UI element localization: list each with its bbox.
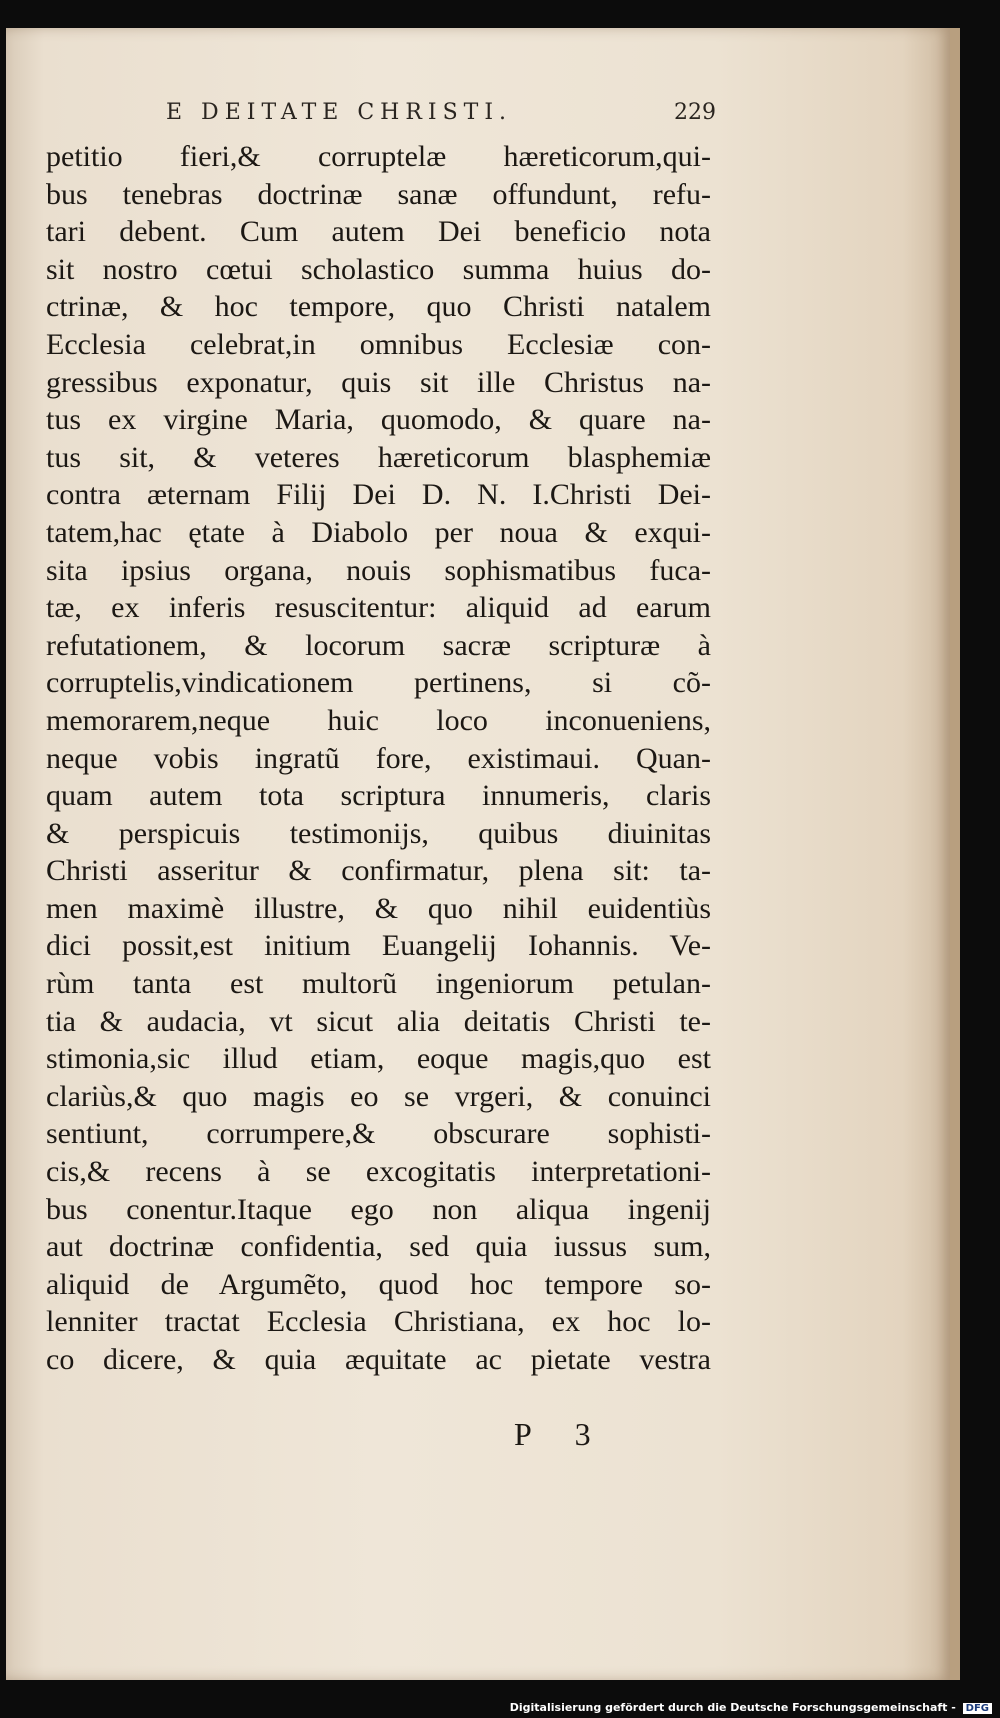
dfg-logo: DFG bbox=[963, 1703, 992, 1714]
text-line: tus sit, & veteres hæreticorum blasphemiæ bbox=[46, 440, 711, 474]
text-line: sit nostro cœtui scholastico summa huius do- bbox=[46, 252, 711, 286]
text-line: quam autem tota scriptura innumeris, claris bbox=[46, 779, 711, 813]
text-line: clariùs,& quo magis eo se vrgeri, & conuinci bbox=[46, 1079, 711, 1113]
text-line: tus ex virgine Maria, quomodo, & quare na- bbox=[46, 403, 711, 437]
text-line: tari debent. Cum autem Dei beneficio nota bbox=[46, 215, 711, 249]
text-line: sita ipsius organa, nouis sophismatibus fuca- bbox=[46, 553, 711, 587]
text-line: aliquid de Argumẽto, quod hoc tempore so- bbox=[46, 1267, 711, 1301]
text-line: Ecclesia celebrat,in omnibus Ecclesiæ con- bbox=[46, 327, 711, 361]
text-line: petitio fieri,& corruptelæ hæreticorum,qui- bbox=[46, 140, 711, 173]
credit-text: Digitalisierung gefördert durch die Deutsche Forschungsgemeinschaft - bbox=[509, 1701, 956, 1714]
text-line: bus conentur.Itaque ego non aliqua ingenij bbox=[46, 1192, 711, 1226]
text-line: neque vobis ingratũ fore, existimaui. Quan- bbox=[46, 741, 711, 775]
text-line: stimonia,sic illud etiam, eoque magis,quo est bbox=[46, 1042, 711, 1076]
text-line: tia & audacia, vt sicut alia deitatis Christi te- bbox=[46, 1004, 711, 1038]
text-line: refutationem, & locorum sacræ scripturæ à bbox=[46, 628, 711, 662]
text-line: lenniter tractat Ecclesia Christiana, ex hoc lo- bbox=[46, 1305, 711, 1339]
text-line: Christi asseritur & confirmatur, plena sit: ta- bbox=[46, 854, 711, 888]
text-line: men maximè illustre, & quo nihil euidentiùs bbox=[46, 891, 711, 925]
text-line: rùm tanta est multorũ ingeniorum petulan- bbox=[46, 967, 711, 1001]
text-line: ctrinæ, & hoc tempore, quo Christi natalem bbox=[46, 290, 711, 324]
body-text bbox=[46, 138, 711, 1379]
book-page bbox=[6, 28, 960, 1680]
running-title: E DEITATE CHRISTI. bbox=[166, 100, 513, 125]
text-line: memorarem,neque huic loco inconueniens, bbox=[46, 703, 711, 737]
page-number: 229 bbox=[674, 100, 716, 125]
digitization-credit bbox=[510, 1701, 992, 1714]
text-line: & perspicuis testimonijs, quibus diuinitas bbox=[46, 816, 711, 850]
text-line: sentiunt, corrumpere,& obscurare sophisti- bbox=[46, 1117, 711, 1151]
text-line: tæ, ex inferis resuscitentur: aliquid ad earum bbox=[46, 591, 711, 625]
text-line: dici possit,est initium Euangelij Iohannis. Ve- bbox=[46, 929, 711, 963]
text-line: gressibus exponatur, quis sit ille Christus na- bbox=[46, 365, 711, 399]
text-line: co dicere, & quia æquitate ac pietate vestra bbox=[46, 1343, 711, 1376]
text-line: cis,& recens à se excogitatis interpretationi- bbox=[46, 1155, 711, 1189]
text-line: corruptelis,vindicationem pertinens, si cõ- bbox=[46, 666, 711, 700]
text-line: bus tenebras doctrinæ sanæ offundunt, refu- bbox=[46, 177, 711, 211]
text-line: contra æternam Filij Dei D. N. I.Christi Dei- bbox=[46, 478, 711, 512]
signature-mark: P 3 bbox=[514, 1416, 609, 1452]
text-line: aut doctrinæ confidentia, sed quia iussus sum, bbox=[46, 1230, 711, 1264]
text-line: tatem,hac ętate à Diabolo per noua & exqui- bbox=[46, 515, 711, 549]
